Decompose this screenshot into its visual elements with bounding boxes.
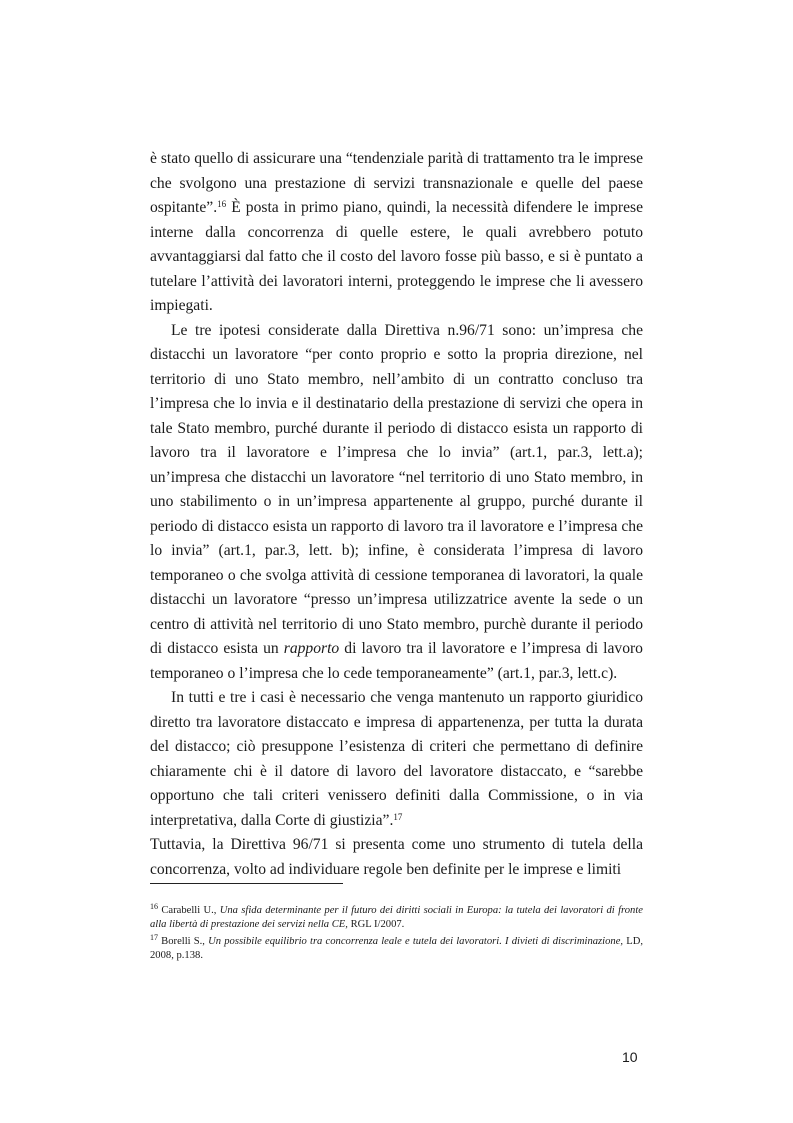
paragraph-text: è stato quello di assicurare una “tendenziale parità di trattamento tra le imprese che svolgono una prestazione di servizi transnazionale e quelle del paese ospitante”. <box>150 150 643 216</box>
footnote-number: 16 <box>150 902 158 911</box>
paragraph-2 <box>150 319 643 687</box>
footnote-author: Borelli S., <box>161 936 205 947</box>
paragraph-3 <box>150 686 643 833</box>
footnote-ref-16: 16 <box>217 199 227 210</box>
paragraph-text: Tuttavia, la Direttiva 96/71 si presenta come uno strumento di tutela della concorrenza, volto ad individuare regole ben definite per le imprese e limiti <box>150 836 643 878</box>
footnote-title: Un possibile equilibrio tra concorrenza leale e tutela dei lavoratori. I divieti di discriminazione, <box>204 936 624 947</box>
main-text <box>150 147 643 882</box>
italic-word: rapporto <box>283 640 340 657</box>
footnote-number: 17 <box>150 933 158 942</box>
footnote-source: RGL I/2007. <box>347 919 405 930</box>
footnote-17 <box>150 935 643 963</box>
paragraph-4 <box>150 833 643 882</box>
footnotes <box>150 904 643 966</box>
footnote-divider <box>150 883 343 884</box>
footnote-ref-17: 17 <box>393 811 403 822</box>
paragraph-text: di lavoro tra il lavoratore e l’impresa di lavoro temporaneo o l’impresa che lo cede temporaneamente” (art.1, par.3, lett.c). <box>150 640 643 682</box>
paragraph-text: Le tre ipotesi considerate dalla Direttiva n.96/71 sono: un’impresa che distacchi un lavoratore “per conto proprio e sotto la propria direzione, nel territorio di uno Stato membro, nell’ambito di un contratto concluso tra l’impresa che lo invia e il destinatario della prestazione di servizi che opera in tale Stato membro, purché durante il periodo di distacco esista un rapporto di lavoro tra il lavoratore e l’impresa che lo invia” (art.1, par.3, lett.a); un’impresa che distacchi un lavoratore “nel territorio di uno Stato membro, in uno stabilimento o in un’impresa appartenente al gruppo, purché durante il periodo di distacco esista un rapporto di lavoro tra il lavoratore e l’impresa che lo invia” (art.1, par.3, lett. b); infine, è considerata l’impresa di lavoro temporaneo o che svolga attività di cessione temporanea di lavoratori, la quale distacchi un lavoratore “presso un’impresa utilizzatrice avente la sede o un centro di attività nel territorio di uno Stato membro, purchè durante il periodo di distacco esista un <box>150 321 643 657</box>
footnote-source: LD, 2008, p.138. <box>150 936 644 961</box>
paragraph-1 <box>150 147 643 319</box>
paragraph-text: È posta in primo piano, quindi, la necessità difendere le imprese interne dalla concorrenza di quelle estere, le quali avrebbero potuto avvantaggiarsi dal fatto che il costo del lavoro fosse più basso, e si è puntato a tutelare l’attività dei lavoratori interni, proteggendo le imprese che li avessero impiegati. <box>150 199 643 314</box>
paragraph-text: In tutti e tre i casi è necessario che venga mantenuto un rapporto giuridico diretto tra lavoratore distaccato e impresa di appartenenza, per tutta la durata del distacco; ciò presuppone l’esistenza di criteri che permettano di definire chiaramente chi è il datore di lavoro del lavoratore distaccato, e “sarebbe opportuno che tali criteri venissero definiti dalla Commissione, o in via interpretativa, dalla Corte di giustizia”. <box>150 689 643 829</box>
page-number: 10 <box>622 1049 638 1065</box>
footnote-16 <box>150 904 643 932</box>
footnote-title: Una sfida determinante per il futuro dei diritti sociali in Europa: la tutela dei lavoratori di fronte alla libertà di prestazione dei servizi nella CE, <box>150 905 643 930</box>
footnote-author: Carabelli U., <box>161 905 217 916</box>
